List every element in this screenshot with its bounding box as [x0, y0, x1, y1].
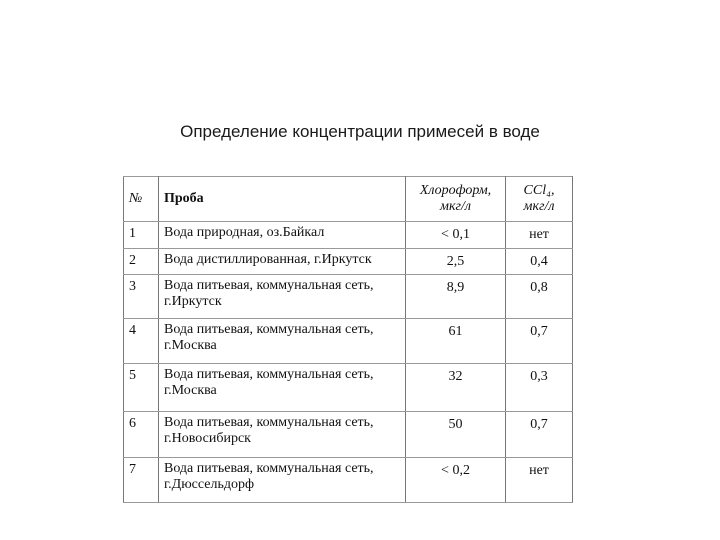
slide-title: Определение концентрации примесей в воде — [180, 122, 540, 141]
header-ccl4-name: CCl₄, — [523, 183, 555, 198]
row-chloroform: < 0,2 — [406, 458, 506, 503]
row-number: 2 — [124, 249, 159, 275]
header-chloroform — [406, 177, 506, 222]
row-sample-line2: г.Новосибирск — [164, 431, 251, 446]
row-sample — [159, 222, 406, 249]
row-sample — [159, 319, 406, 364]
header-ccl4-unit: мкг/л — [523, 199, 555, 214]
row-sample — [159, 458, 406, 503]
row-sample-line2: г.Москва — [164, 338, 217, 353]
row-sample-line1: Вода питьевая, коммунальная сеть, — [164, 322, 374, 337]
row-sample-line1: Вода дистиллированная, г.Иркутск — [164, 252, 372, 267]
header-ccl4 — [506, 177, 573, 222]
row-sample-line1: Вода питьевая, коммунальная сеть, — [164, 278, 374, 293]
row-sample — [159, 364, 406, 412]
row-ccl4: нет — [506, 222, 573, 249]
row-chloroform: 61 — [406, 319, 506, 364]
row-number: 3 — [124, 275, 159, 319]
table-row — [124, 222, 573, 249]
row-sample-line1: Вода питьевая, коммунальная сеть, — [164, 461, 374, 476]
table-row — [124, 275, 573, 319]
row-sample-line1: Вода питьевая, коммунальная сеть, — [164, 415, 374, 430]
row-sample-line1: Вода питьевая, коммунальная сеть, — [164, 367, 374, 382]
row-number: 4 — [124, 319, 159, 364]
row-sample — [159, 412, 406, 458]
header-sample: Проба — [159, 177, 406, 222]
table-row — [124, 319, 573, 364]
row-number: 5 — [124, 364, 159, 412]
row-chloroform: 50 — [406, 412, 506, 458]
table-row — [124, 412, 573, 458]
header-chloroform-name: Хлороформ, — [419, 183, 492, 198]
row-sample — [159, 249, 406, 275]
row-number: 6 — [124, 412, 159, 458]
row-ccl4: 0,4 — [506, 249, 573, 275]
row-ccl4: нет — [506, 458, 573, 503]
table-row — [124, 458, 573, 503]
row-ccl4: 0,3 — [506, 364, 573, 412]
row-chloroform: 2,5 — [406, 249, 506, 275]
row-sample-line2: г.Дюссельдорф — [164, 477, 255, 492]
table-row — [124, 249, 573, 275]
row-ccl4: 0,7 — [506, 319, 573, 364]
row-chloroform: < 0,1 — [406, 222, 506, 249]
row-sample — [159, 275, 406, 319]
row-ccl4: 0,7 — [506, 412, 573, 458]
row-ccl4: 0,8 — [506, 275, 573, 319]
row-sample-line1: Вода природная, оз.Байкал — [164, 225, 325, 240]
header-number: № — [124, 177, 159, 222]
row-chloroform: 8,9 — [406, 275, 506, 319]
header-chloroform-unit: мкг/л — [440, 199, 471, 214]
table-row — [124, 364, 573, 412]
table-header-row — [124, 177, 573, 222]
row-number: 7 — [124, 458, 159, 503]
row-sample-line2: г.Иркутск — [164, 294, 222, 309]
row-sample-line2: г.Москва — [164, 383, 217, 398]
row-number: 1 — [124, 222, 159, 249]
row-chloroform: 32 — [406, 364, 506, 412]
concentration-table — [123, 176, 573, 503]
